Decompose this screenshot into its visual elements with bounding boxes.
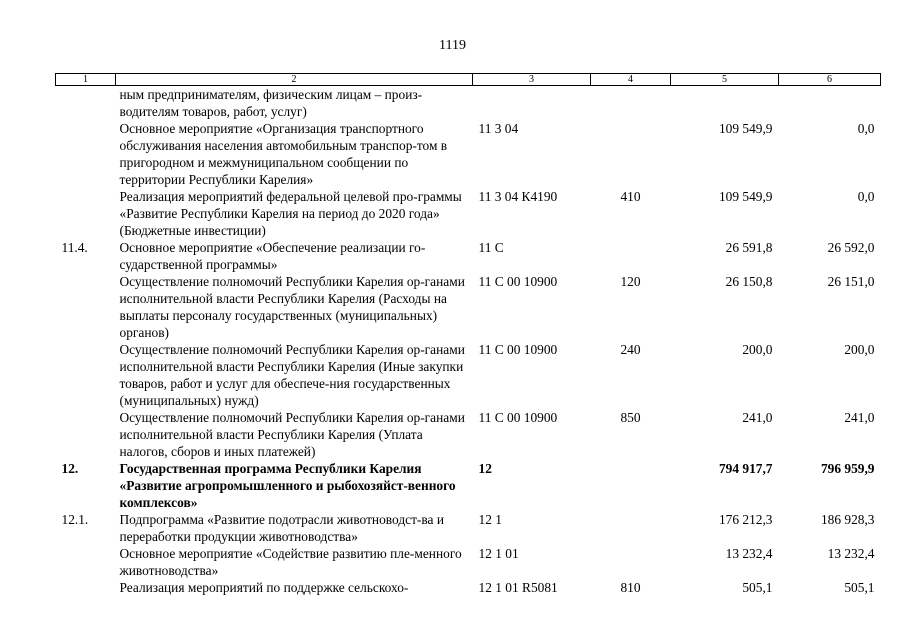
amount-year-2-cell: 26 151,0 [827,274,875,289]
target-article-code-cell: 12 1 01 R5081 [478,580,558,595]
amount-year-1-cell: 505,1 [742,580,773,595]
column-number-header: 5 [671,74,779,86]
expense-type-code-cell [591,120,671,188]
table-row [56,120,881,188]
expense-type-code-cell [591,239,671,273]
amount-year-2-cell: 241,0 [844,410,875,425]
column-number-header: 4 [591,74,671,86]
amount-year-1-cell: 241,0 [742,410,773,425]
amount-year-1-cell [671,86,779,121]
item-name-cell: Основное мероприятие «Обеспечение реализации го-сударственной программы» [119,240,426,272]
row-number-cell: 12. [61,461,79,476]
column-number-header: 1 [56,74,116,86]
amount-year-1-cell: 109 549,9 [718,121,773,136]
amount-year-1-cell: 109 549,9 [718,189,773,204]
target-article-code-cell [473,86,591,121]
amount-year-1-cell: 26 591,8 [725,240,773,255]
amount-year-1-cell: 26 150,8 [725,274,773,289]
target-article-code-cell: 12 1 01 [478,546,519,561]
item-name-cell: Осуществление полномочий Республики Карелия ор-ганами исполнительной власти Республики Карелия (Расходы на выплаты персоналу государственных (муниципальных) органов) [119,274,465,340]
target-article-code-cell: 11 С 00 10900 [478,410,558,425]
amount-year-2-cell [779,86,881,121]
column-number-header: 3 [473,74,591,86]
item-name-cell: Государственная программа Республики Карелия «Развитие агропромышленного и рыбохозяйст-венного комплексов» [119,461,456,510]
expense-type-code-cell: 810 [620,580,641,595]
expense-type-code-cell [591,545,671,579]
column-number-header: 2 [116,74,473,86]
table-row [56,511,881,545]
target-article-code-cell: 11 С [478,240,504,255]
item-name-cell: Реализация мероприятий по поддержке сельскохо- [119,580,409,595]
target-article-code-cell: 12 1 [478,512,502,527]
target-article-code-cell: 11 3 04 К4190 [478,189,558,204]
expense-type-code-cell [591,460,671,511]
row-number-cell [56,188,116,239]
column-number-row [56,74,881,86]
table-row [56,460,881,511]
target-article-code-cell: 12 [478,461,492,476]
expense-type-code-cell: 410 [620,189,641,204]
item-name-cell: Основное мероприятие «Организация транспортного обслуживания населения автомобильным транспор-том в пригородном и межмуниципальном сообщении по территории Республики Карелия» [119,121,448,187]
expense-type-code-cell [591,511,671,545]
row-number-cell [56,273,116,341]
table-row [56,545,881,579]
amount-year-2-cell: 796 959,9 [820,461,875,476]
item-name-cell: Осуществление полномочий Республики Карелия ор-ганами исполнительной власти Республики Карелия (Иные закупки товаров, работ и услуг для обеспече-ния государственных (муниципальных) нужд) [119,342,465,408]
row-number-cell: 12.1. [61,512,89,527]
item-name-cell: Основное мероприятие «Содействие развитию пле-менного животноводства» [119,546,462,578]
amount-year-2-cell: 26 592,0 [827,240,875,255]
amount-year-2-cell: 0,0 [857,189,875,204]
expense-type-code-cell: 120 [620,274,641,289]
amount-year-2-cell: 505,1 [844,580,875,595]
amount-year-2-cell: 200,0 [844,342,875,357]
row-number-cell [56,579,116,596]
table-row [56,341,881,409]
row-number-cell [56,86,116,121]
table-row [56,273,881,341]
table-row [56,409,881,460]
row-number-cell: 11.4. [61,240,88,255]
expense-type-code-cell: 240 [620,342,641,357]
target-article-code-cell: 11 С 00 10900 [478,274,558,289]
table-body [56,86,881,597]
item-name-cell: ным предпринимателям, физическим лицам – произ-водителям товаров, работ, услуг) [119,87,423,119]
column-number-header: 6 [779,74,881,86]
expense-type-code-cell [591,86,671,121]
amount-year-2-cell: 0,0 [857,121,875,136]
table-row [56,86,881,121]
target-article-code-cell: 11 3 04 [478,121,519,136]
row-number-cell [56,341,116,409]
item-name-cell: Реализация мероприятий федеральной целевой про-граммы «Развитие Республики Карелия на период до 2020 года» (Бюджетные инвестиции) [119,189,462,238]
row-number-cell [56,545,116,579]
target-article-code-cell: 11 С 00 10900 [478,342,558,357]
page-number: 1119 [439,38,466,53]
amount-year-1-cell: 200,0 [742,342,773,357]
row-number-cell [56,409,116,460]
row-number-cell [56,120,116,188]
budget-table [55,73,881,596]
amount-year-2-cell: 186 928,3 [820,512,875,527]
item-name-cell: Осуществление полномочий Республики Карелия ор-ганами исполнительной власти Республики Карелия (Уплата налогов, сборов и иных платежей) [119,410,465,459]
table-row [56,579,881,596]
amount-year-2-cell: 13 232,4 [827,546,875,561]
table-row [56,188,881,239]
table-row [56,239,881,273]
item-name-cell: Подпрограмма «Развитие подотрасли животноводст-ва и переработки продукции животноводства» [119,512,444,544]
amount-year-1-cell: 176 212,3 [718,512,773,527]
amount-year-1-cell: 794 917,7 [718,461,773,476]
amount-year-1-cell: 13 232,4 [725,546,773,561]
expense-type-code-cell: 850 [620,410,641,425]
